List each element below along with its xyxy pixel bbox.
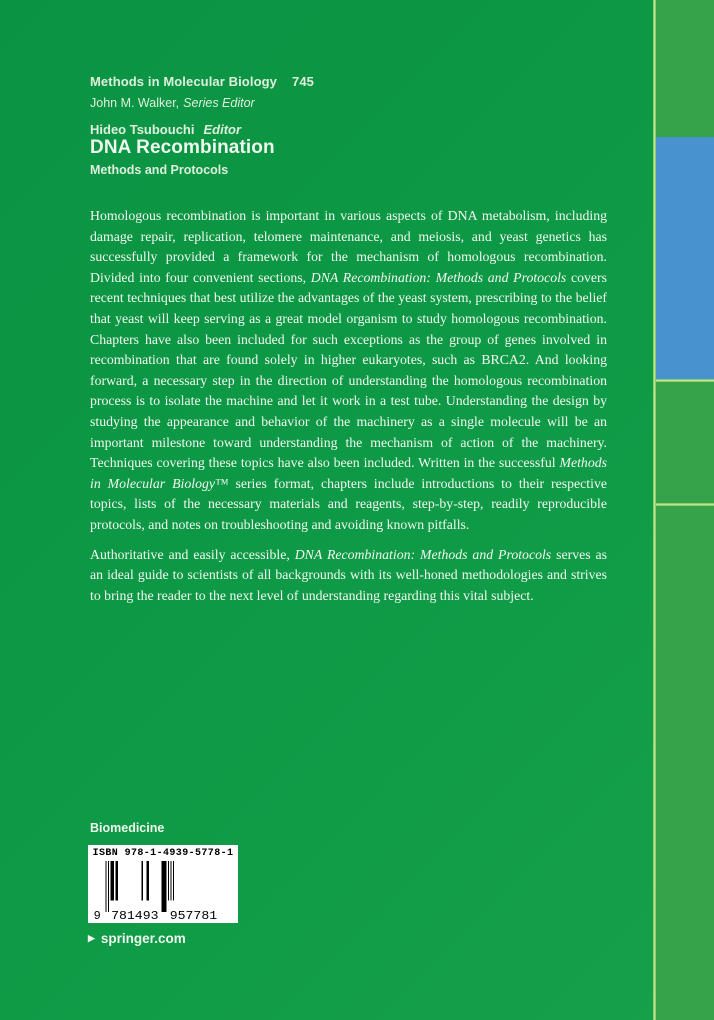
synopsis-paragraph-1: Homologous recombination is important in various aspects of DNA metabolism, including damage repair, replication, telomere maintenance, and meiosis, and yeast genetics has successfully provided a framework for the mechanism of homologous recombination. Divided into four convenient sections, DNA Recombination: Methods and Protocols covers recent techniques that best utilize the advantages of the yeast system, prescribing to the belief that yeast will keep serving as a great model organism to study homologous recombination. Chapters have also been included for such exceptions as the group of genes involved in recombination that are found solely in higher eukaryotes, such as BRCA2. And looking forward, a necessary step in the direction of understanding the homologous recombination process is to isolate the machine and let it work in a test tube. Understanding the design by studying the appearance and behavior of the machinery as a single molecule will be an important milestone toward understanding the mechanism of action of the machinery. Techniques covering these topics have also been included. Written in the successful Methods in Molecular Biology™ series format, chapters include introductions to their respective topics, lists of the necessary materials and reagents, step-by-step, readily reproducible protocols, and notes on troubleshooting and avoiding known pitfalls. <box>90 208 607 532</box>
series-editor-name: John M. Walker, <box>90 96 180 110</box>
series-editor-line <box>90 96 255 110</box>
brand-label: springer.com <box>100 931 186 946</box>
svg-text:781493: 781493 <box>111 908 159 921</box>
book-title: DNA Recombination <box>90 137 275 158</box>
editor-line <box>90 122 241 137</box>
springer-brand <box>88 931 186 946</box>
editor-role: Editor <box>203 122 242 137</box>
svg-text:9: 9 <box>93 908 101 921</box>
isbn-barcode-panel <box>88 845 238 923</box>
right-rail <box>656 0 714 1020</box>
series-number: 745 <box>291 74 314 89</box>
svg-text:957781: 957781 <box>169 908 218 921</box>
arrow-icon: ▶ <box>88 933 95 943</box>
ean13-barcode <box>93 861 234 921</box>
editor-name: Hideo Tsubouchi <box>90 122 195 137</box>
synopsis-paragraph-2: Authoritative and easily accessible, DNA Recombination: Methods and Protocols serves as an ideal guide to scientists of all backgrounds with its well-honed methodologies and strives to bring the reader to the next level of understanding regarding this vital subject. <box>90 546 607 603</box>
rail-green-bottom-panel <box>656 506 714 1020</box>
rail-green-mid-panel <box>656 382 714 503</box>
category-label: Biomedicine <box>90 821 165 835</box>
rail-blue-panel <box>656 137 714 379</box>
book-subtitle: Methods and Protocols <box>90 163 229 177</box>
series-title: Methods in Molecular Biology <box>90 74 277 89</box>
series-editor-role: Series Editor <box>183 96 255 110</box>
series-title-line <box>90 74 314 89</box>
rail-green-top-panel <box>656 0 714 137</box>
vertical-divider <box>653 0 656 1020</box>
synopsis <box>90 206 607 606</box>
isbn-label: ISBN 978-1-4939-5778-1 <box>92 848 234 859</box>
